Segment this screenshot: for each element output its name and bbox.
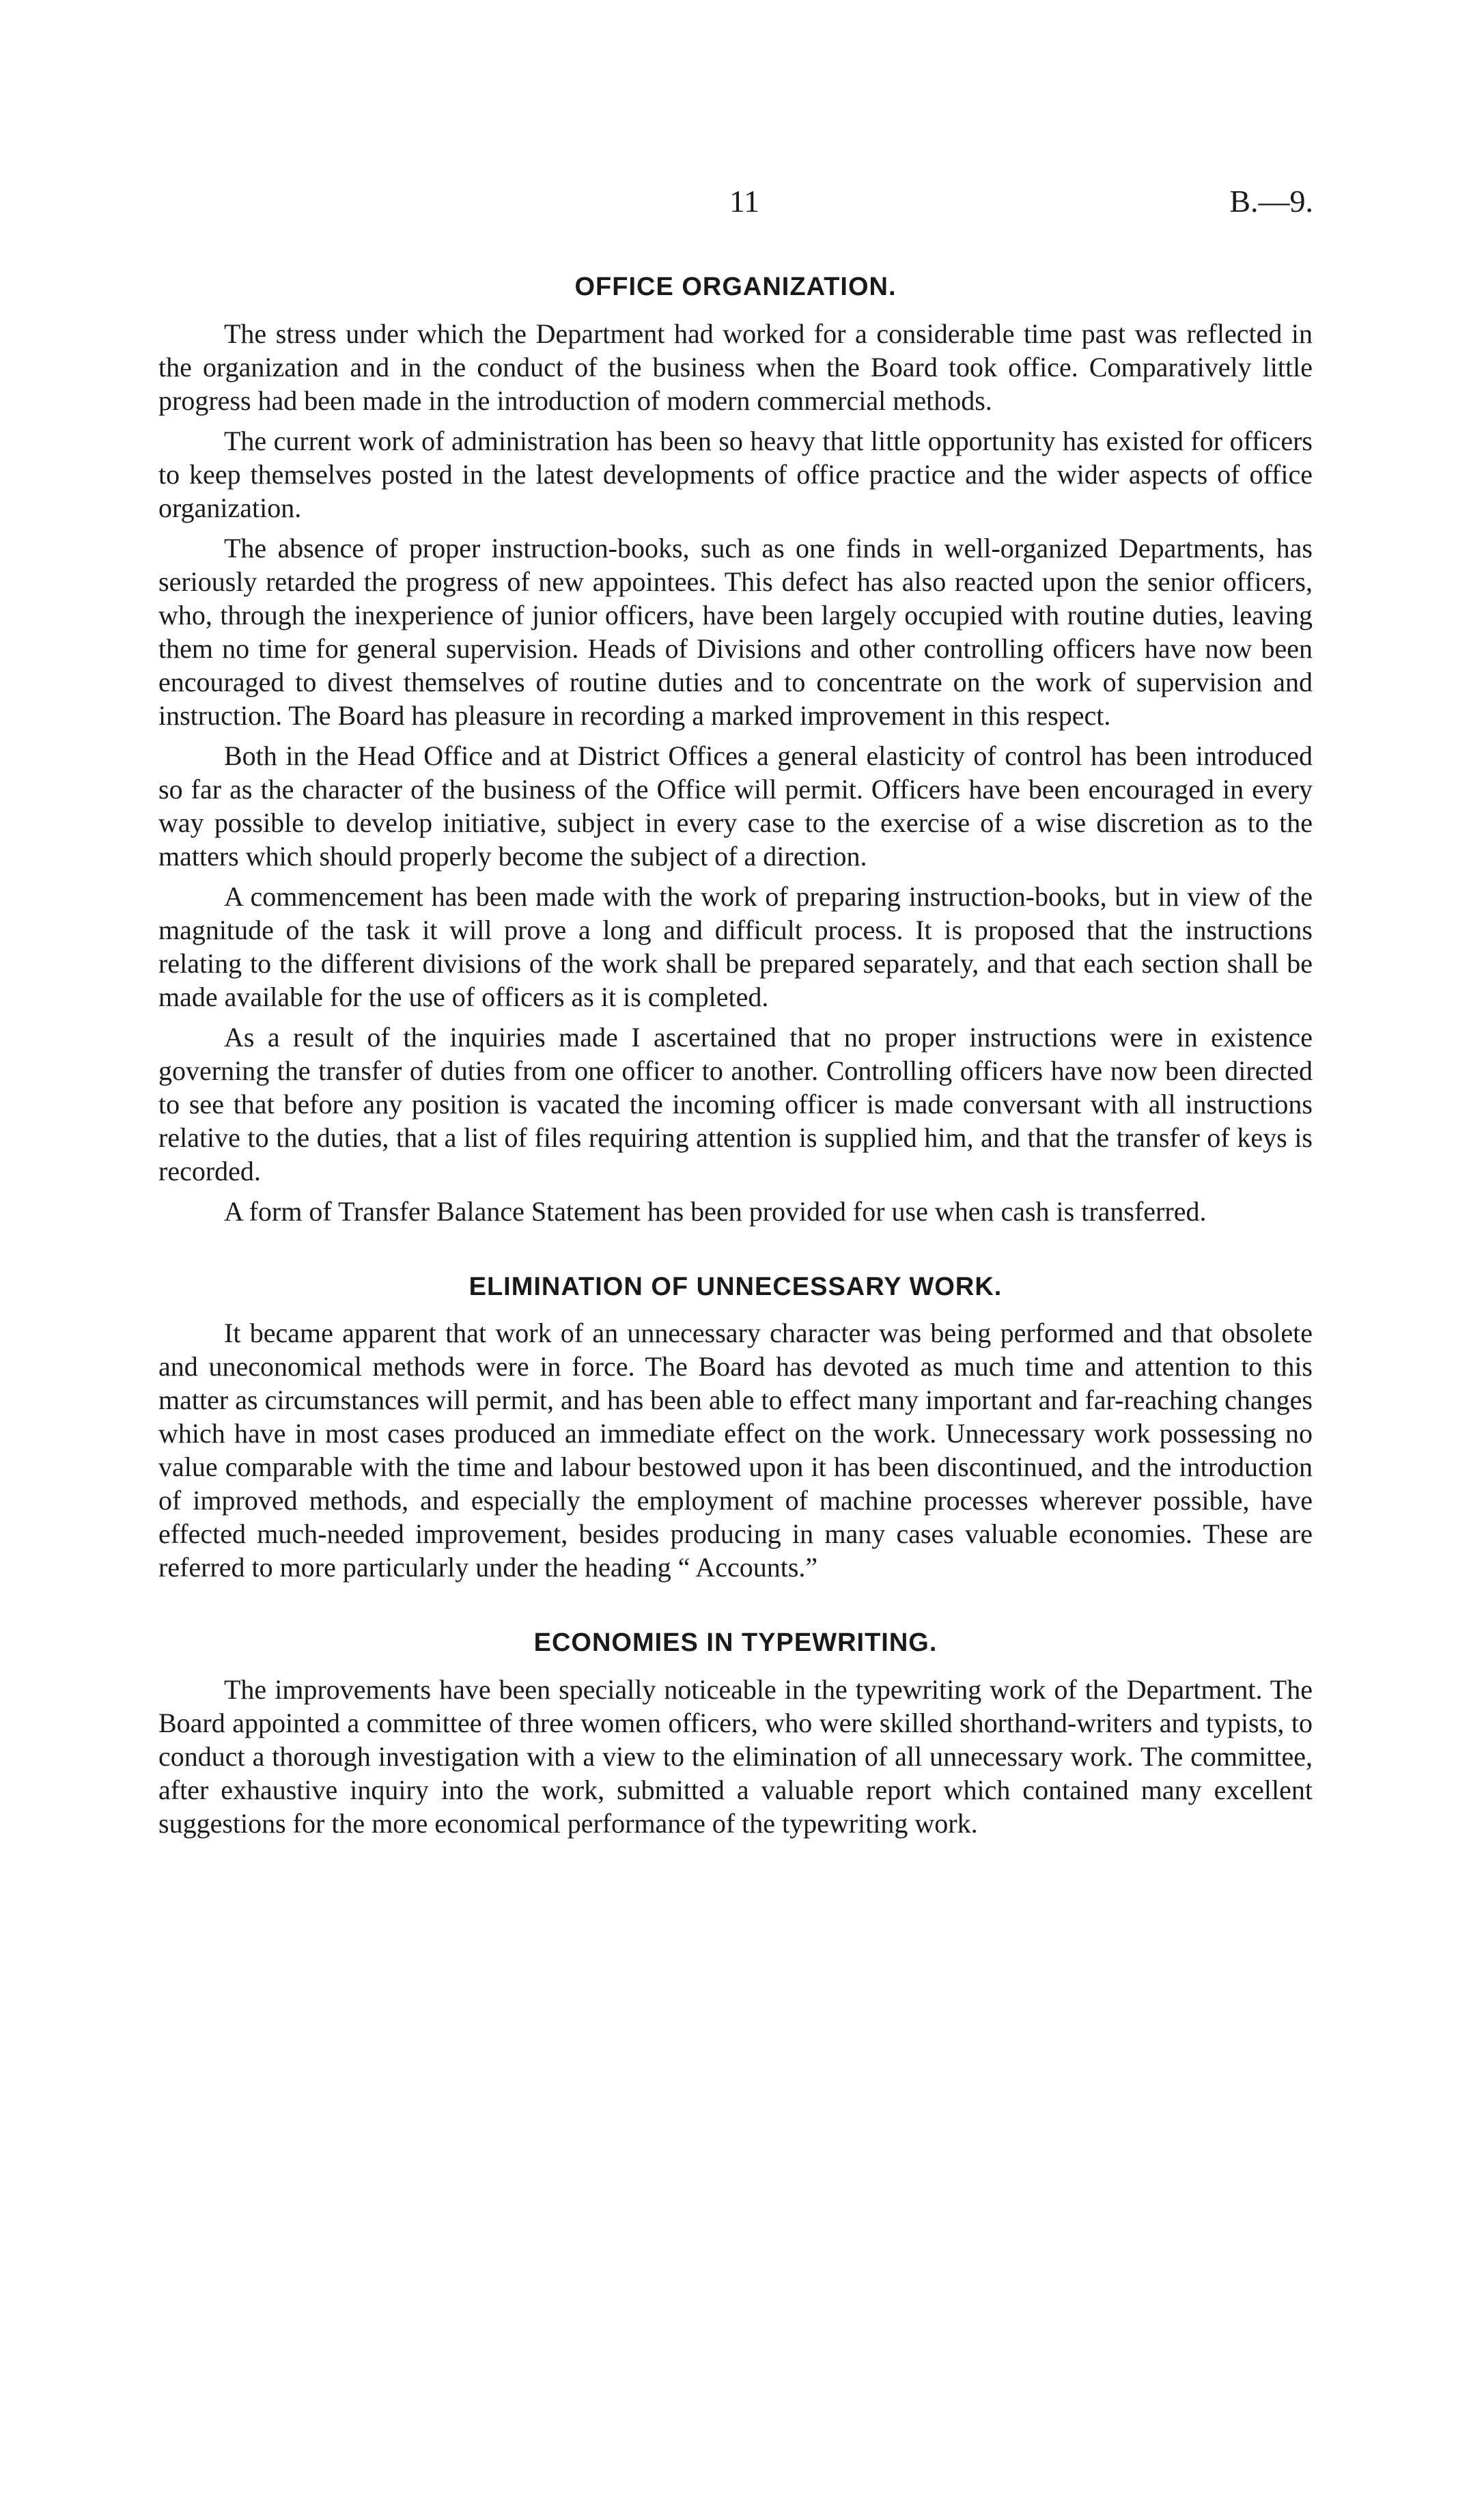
section-office-organization [158, 272, 1313, 1228]
section-heading: ECONOMIES IN TYPEWRITING. [533, 1628, 938, 1658]
paragraph: The current work of administration has been so heavy that little opportunity has existed for officers to keep themselves posted in the latest developments of office practice and the wider aspects of office organization. [158, 425, 1313, 523]
page-content [158, 272, 1313, 1847]
paragraph: As a result of the inquiries made I ascertained that no proper instructions were in existence governing the transfer of duties from one officer to another. Controlling officers have now been directed to see that before any position is vacated the incoming officer is made conversant with all instructions relative to the duties, that a list of files requiring attention is supplied him, and that the transfer of keys is recorded. [158, 1021, 1313, 1186]
paragraph: It became apparent that work of an unnecessary character was being performed and that obsolete and uneconomical methods were in force. The Board has devoted as much time and attention to this matter as circumstances will permit, and has been able to effect many important and far-reaching changes which have in most cases produced an immediate effect on the work. Unnecessary work possessing no value comparable with the time and labour bestowed upon it has been discontinued, and the introduction of improved methods, and especially the employment of machine processes wherever possible, have effected much-needed improvement, besides producing in many cases valuable economies. These are referred to more particularly under the heading “ Accounts.” [158, 1318, 1313, 1583]
section-economies-in-typewriting [158, 1628, 1313, 1840]
document-reference: B.—9. [1229, 184, 1313, 219]
paragraph: A commencement has been made with the work of preparing instruction-books, but in view of the magnitude of the task it will prove a long and difficult process. It is proposed that the instructions relating to the different divisions of the work shall be prepared separately, and that each section shall be made available for the use of officers as it is completed. [158, 880, 1313, 1012]
paragraph: The stress under which the Department had worked for a considerable time past was reflected in the organization and in the conduct of the business when the Board took office. Comparatively little progress had been made in the introduction of modern commercial methods. [158, 318, 1313, 416]
section-heading: OFFICE ORGANIZATION. [574, 273, 897, 301]
section-elimination-of-unnecessary-work [158, 1272, 1313, 1585]
section-heading: ELIMINATION OF UNNECESSARY WORK. [468, 1272, 1003, 1301]
paragraph: The improvements have been specially noticeable in the typewriting work of the Department. The Board appointed a committee of three women officers, who were skilled shorthand-writers and typists, to conduct a thorough investigation with a view to the elimination of all unnecessary work. The committee, after exhaustive inquiry into the work, submitted a valuable report which contained many excellent suggestions for the more economical performance of the typewriting work. [158, 1673, 1313, 1839]
paragraph: A form of Transfer Balance Statement has been provided for use when cash is transferred. [224, 1195, 1207, 1227]
page-number: 11 [729, 184, 760, 219]
paragraph: The absence of proper instruction-books, such as one finds in well-organized Departments, has seriously retarded the progress of new appointees. This defect has also reacted upon the senior officers, who, through the inexperience of junior officers, have been largely occupied with routine duties, leaving them no time for general supervision. Heads of Divisions and other controlling officers have now been encouraged to divest themselves of routine duties and to concentrate on the work of supervision and instruction. The Board has pleasure in recording a marked improvement in this respect. [158, 532, 1313, 731]
paragraph: Both in the Head Office and at District Offices a general elasticity of control has been introduced so far as the character of the business of the Office will permit. Officers have been encouraged in every way possible to develop initiative, subject in every case to the exercise of a wise discretion as to the matters which should properly become the subject of a direction. [158, 740, 1313, 872]
